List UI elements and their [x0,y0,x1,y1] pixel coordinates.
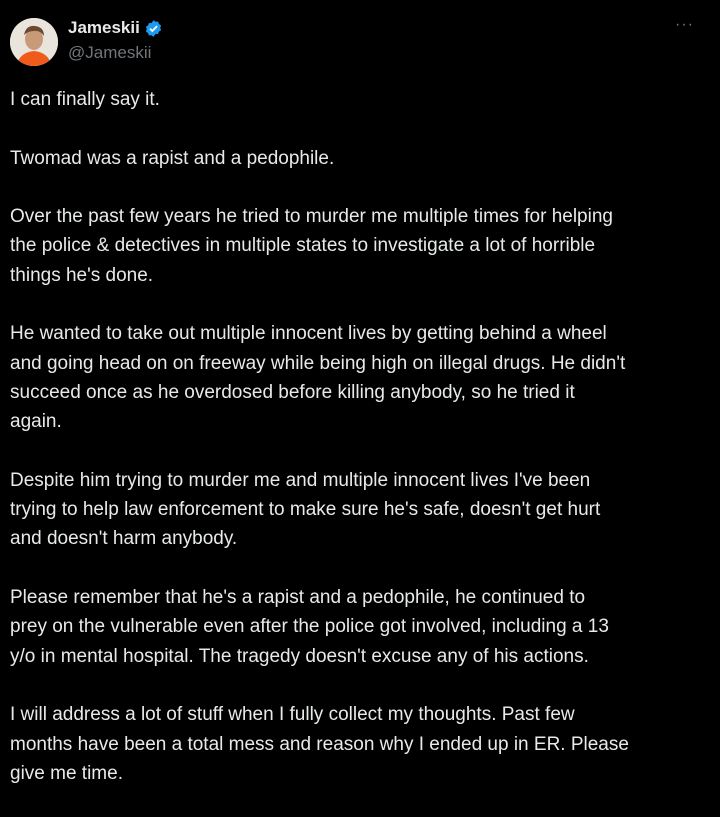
post-line: y/o in mental hospital. The tragedy doesn't excuse any of his actions. [10,645,589,667]
post-line: succeed once as he overdosed before killing anybody, so he tried it [10,381,575,403]
author-name-row[interactable] [68,18,163,38]
post-line: and going head on on freeway while being high on illegal drugs. He didn't [10,352,626,374]
post-line: I will address a lot of stuff when I fully collect my thoughts. Past few [10,704,575,726]
avatar[interactable] [10,18,58,66]
post-text [10,85,715,817]
post-line: months have been a total mess and reason why I ended up in ER. Please [10,733,629,755]
post-line: Over the past few years he tried to murder me multiple times for helping [10,206,613,228]
post-line: Despite him trying to murder me and multiple innocent lives I've been [10,469,591,491]
post-paragraph [10,202,715,290]
post-line: prey on the vulnerable even after the police got involved, including a 13 [10,616,609,638]
post-line: give me time. [10,762,123,784]
verified-badge-icon [144,19,163,38]
post-line: Twomad was a rapist and a pedophile. [10,147,335,169]
avatar-image [10,18,58,66]
author-handle[interactable]: @Jameskii [68,43,152,62]
post-paragraph [10,466,715,554]
post-paragraph [10,144,715,173]
author-name[interactable]: Jameskii [68,18,140,37]
more-options-icon[interactable]: ··· [675,16,694,33]
post-line: things he's done. [10,264,154,286]
post-line: again. [10,411,62,433]
post-line: and doesn't harm anybody. [10,528,238,550]
post-line: trying to help law enforcement to make sure he's safe, doesn't get hurt [10,499,601,521]
post-paragraph [10,700,715,788]
post-line: the police & detectives in multiple states to investigate a lot of horrible [10,235,596,257]
post-paragraph [10,85,715,114]
post-paragraph [10,319,715,436]
post-line: He wanted to take out multiple innocent lives by getting behind a wheel [10,323,607,345]
post-line: I can finally say it. [10,89,160,110]
post-paragraph [10,583,715,671]
post-line: Please remember that he's a rapist and a pedophile, he continued to [10,587,586,609]
